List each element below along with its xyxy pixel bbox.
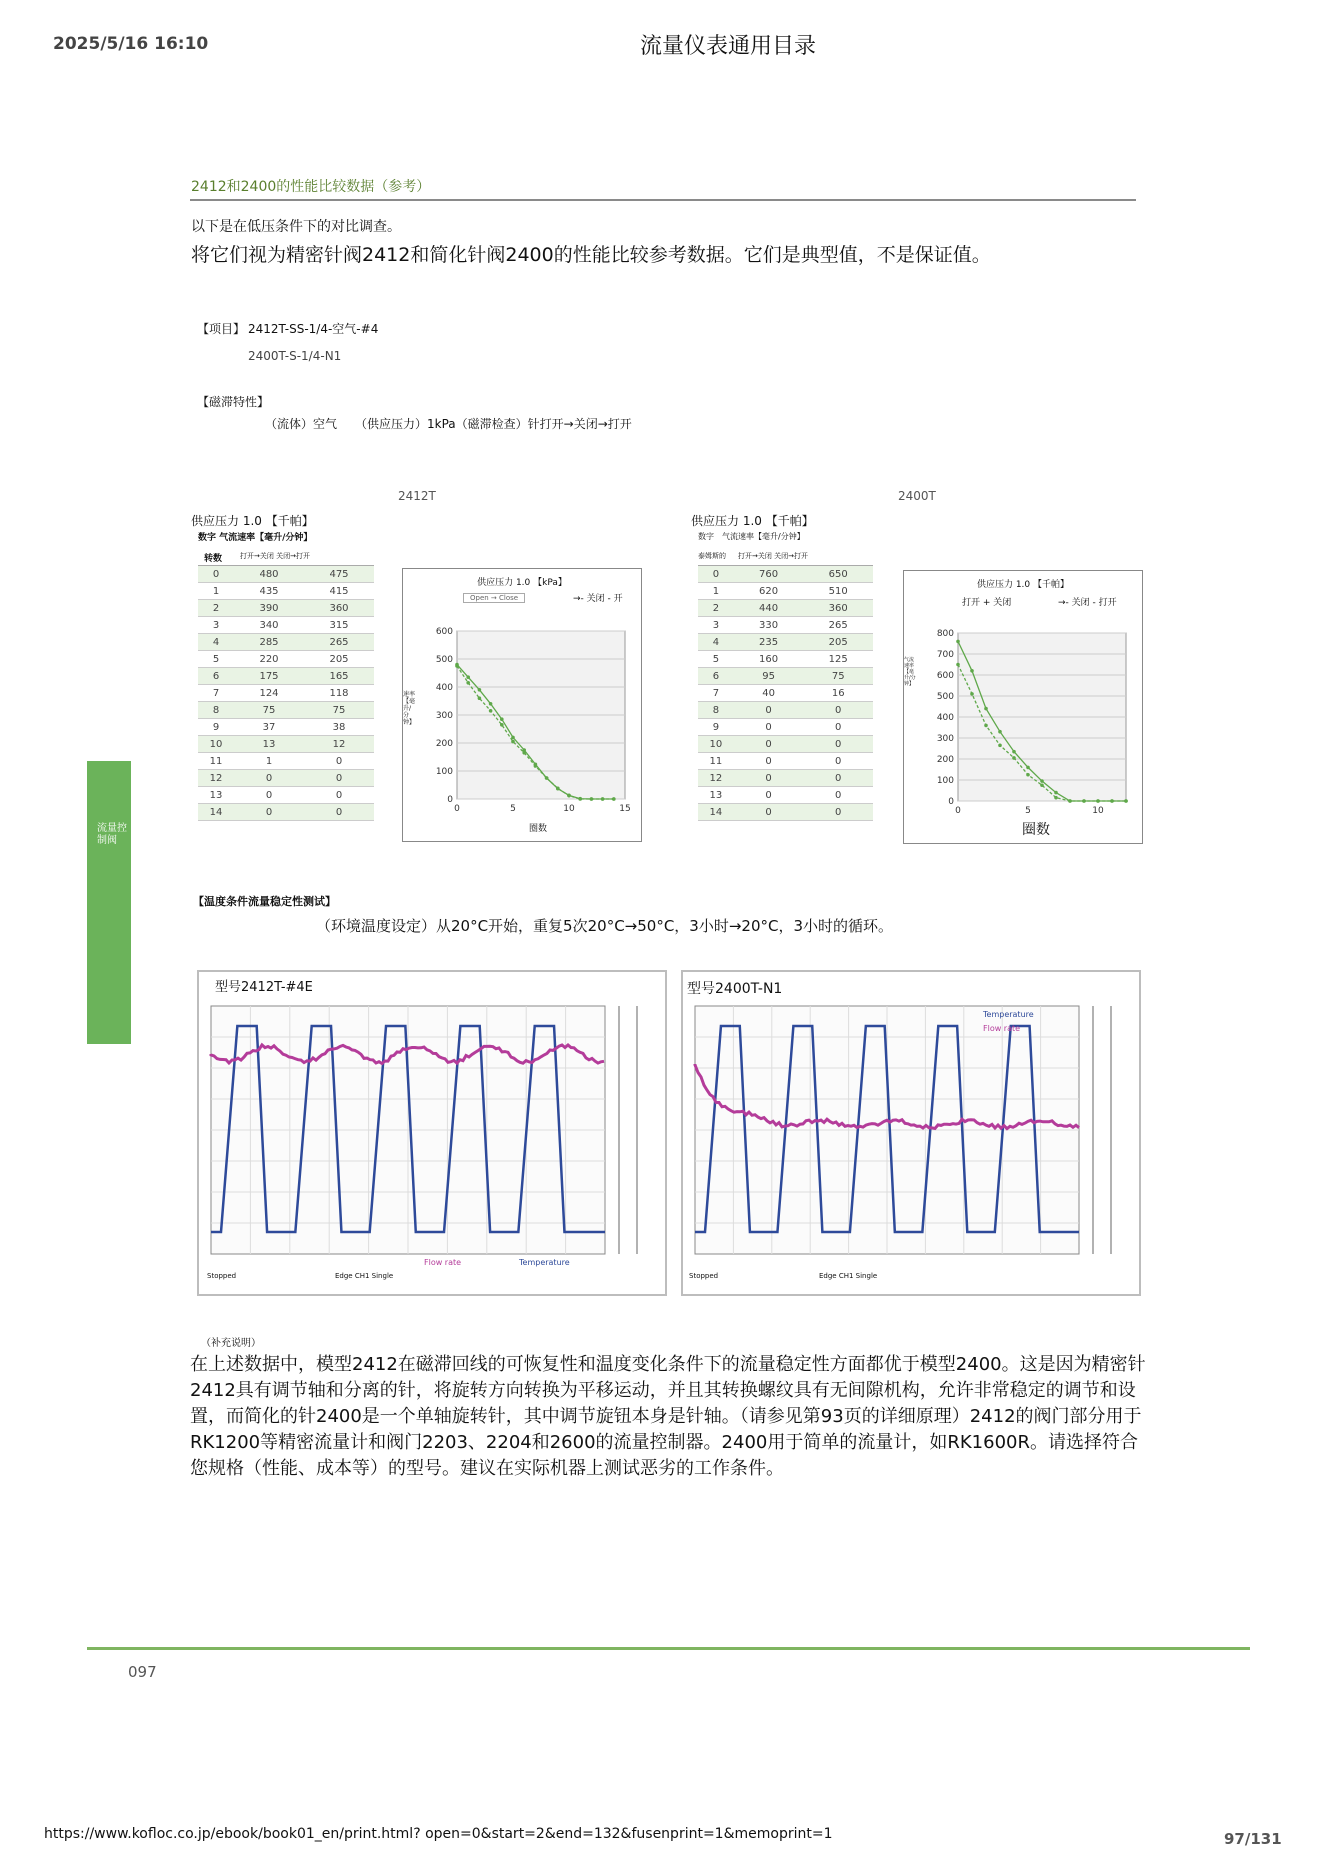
data-point bbox=[1110, 799, 1114, 803]
scope-2412-footer-left: Stopped bbox=[207, 1272, 237, 1280]
table-row bbox=[198, 719, 374, 736]
table-cell: 0 bbox=[803, 804, 873, 821]
left-sub-head: 打开→关闭 关闭→打开 bbox=[240, 552, 310, 560]
data-point bbox=[984, 707, 988, 711]
x-tick-label: 0 bbox=[454, 804, 460, 814]
table-cell: 75 bbox=[234, 702, 304, 719]
table-cell: 3 bbox=[698, 617, 734, 634]
temp-test-label: 【温度条件流量稳定性测试】 bbox=[193, 895, 336, 908]
data-point bbox=[534, 764, 538, 768]
data-point bbox=[489, 702, 493, 706]
table-cell: 13 bbox=[198, 787, 234, 804]
table-cell: 4 bbox=[698, 634, 734, 651]
table-row bbox=[698, 736, 873, 753]
table-cell: 13 bbox=[234, 736, 304, 753]
left-data-table bbox=[198, 566, 374, 821]
scope-2400-legend-flow: Flow rate bbox=[983, 1024, 1021, 1033]
note-label: （补充说明） bbox=[201, 1338, 261, 1349]
data-point bbox=[511, 740, 515, 744]
table-cell: 124 bbox=[234, 685, 304, 702]
hysteresis-condition: （流体）空气 （供应压力）1kPa（磁滞检查）针打开→关闭→打开 bbox=[265, 417, 632, 431]
table-cell: 125 bbox=[803, 651, 873, 668]
table-row bbox=[198, 804, 374, 821]
table-row bbox=[198, 668, 374, 685]
table-row bbox=[698, 753, 873, 770]
table-row bbox=[198, 617, 374, 634]
table-cell: 315 bbox=[304, 617, 374, 634]
data-point bbox=[998, 730, 1002, 734]
table-cell: 10 bbox=[698, 736, 734, 753]
right-y-label: 气流速率【毫升/分钟】 bbox=[904, 657, 916, 687]
table-cell: 118 bbox=[304, 685, 374, 702]
table-cell: 0 bbox=[803, 787, 873, 804]
hysteresis-label: 【磁滞特性】 bbox=[197, 395, 270, 409]
right-legend-1: 打开 + 关闭 bbox=[962, 598, 1012, 608]
y-tick-label: 200 bbox=[936, 755, 954, 765]
right-chart bbox=[903, 570, 1143, 844]
left-col-head: 数字 气流速率【毫升/分钟】 bbox=[198, 533, 313, 543]
table-cell: 285 bbox=[234, 634, 304, 651]
table-cell: 5 bbox=[198, 651, 234, 668]
footer-divider bbox=[87, 1647, 1250, 1650]
table-row bbox=[698, 651, 873, 668]
table-cell: 0 bbox=[803, 702, 873, 719]
left-legend-1: Open → Close bbox=[463, 593, 525, 603]
intro-line-2: 将它们视为精密针阀2412和简化针阀2400的性能比较参考数据。它们是典型值，不是保证值。 bbox=[191, 244, 991, 266]
data-point bbox=[455, 664, 459, 668]
table-row bbox=[198, 787, 374, 804]
y-tick-label: 300 bbox=[435, 711, 453, 721]
y-tick-label: 100 bbox=[435, 767, 453, 777]
table-cell: 330 bbox=[734, 617, 804, 634]
item-model-2: 2400T-S-1/4-N1 bbox=[248, 349, 342, 363]
data-point bbox=[567, 794, 571, 798]
scope-panel-2400 bbox=[681, 970, 1141, 1296]
table-cell: 0 bbox=[803, 736, 873, 753]
scope-2400-footer-right: Edge CH1 Single bbox=[819, 1272, 878, 1280]
print-date: 2025/5/16 16:10 bbox=[53, 34, 209, 54]
table-cell: 620 bbox=[734, 583, 804, 600]
table-cell: 175 bbox=[234, 668, 304, 685]
temp-test-condition: （环境温度设定）从20°C开始，重复5次20°C→50°C，3小时→20°C，3小时的循环。 bbox=[316, 917, 894, 935]
table-row bbox=[198, 753, 374, 770]
page-number: 097 bbox=[128, 1663, 157, 1681]
table-cell: 0 bbox=[734, 753, 804, 770]
right-legend-2: →- 关闭 - 打开 bbox=[1058, 598, 1117, 608]
right-data-table bbox=[698, 566, 873, 821]
data-point bbox=[970, 669, 974, 673]
data-point bbox=[1012, 756, 1016, 760]
table-cell: 510 bbox=[803, 583, 873, 600]
data-point bbox=[478, 688, 482, 692]
table-cell: 11 bbox=[198, 753, 234, 770]
y-tick-label: 800 bbox=[936, 629, 954, 639]
table-cell: 0 bbox=[803, 770, 873, 787]
data-point bbox=[1096, 799, 1100, 803]
table-cell: 10 bbox=[198, 736, 234, 753]
table-cell: 0 bbox=[234, 787, 304, 804]
data-point bbox=[466, 675, 470, 679]
left-chart bbox=[402, 568, 642, 842]
data-point bbox=[590, 797, 594, 801]
table-cell: 8 bbox=[698, 702, 734, 719]
right-turns-head: 泰姆斯的 bbox=[698, 552, 726, 560]
table-cell: 12 bbox=[304, 736, 374, 753]
section-divider bbox=[190, 199, 1136, 201]
table-cell: 1 bbox=[698, 583, 734, 600]
data-point bbox=[956, 640, 960, 644]
table-cell: 205 bbox=[304, 651, 374, 668]
table-cell: 265 bbox=[304, 634, 374, 651]
right-hysteresis-chart-svg bbox=[904, 571, 1142, 843]
table-row bbox=[698, 685, 873, 702]
page-title: 流量仪表通用目录 bbox=[640, 34, 817, 59]
y-tick-label: 500 bbox=[936, 692, 954, 702]
table-cell: 0 bbox=[304, 753, 374, 770]
table-cell: 3 bbox=[198, 617, 234, 634]
data-point bbox=[578, 797, 582, 801]
table-row bbox=[698, 617, 873, 634]
right-pressure-label: 供应压力 1.0 【千帕】 bbox=[691, 514, 814, 528]
data-point bbox=[601, 797, 605, 801]
table-cell: 475 bbox=[304, 566, 374, 583]
category-sidebar-tab bbox=[87, 761, 131, 1044]
table-cell: 4 bbox=[198, 634, 234, 651]
data-point bbox=[489, 709, 493, 713]
table-cell: 0 bbox=[304, 770, 374, 787]
table-row bbox=[198, 685, 374, 702]
table-cell: 14 bbox=[698, 804, 734, 821]
data-point bbox=[612, 797, 616, 801]
print-url: https://www.kofloc.co.jp/ebook/book01_en/print.html? open=0&start=2&end=132&fusenprint=1&memoprint=1 bbox=[44, 1826, 833, 1842]
table-cell: 8 bbox=[198, 702, 234, 719]
data-point bbox=[500, 723, 504, 727]
table-cell: 2 bbox=[198, 600, 234, 617]
y-tick-label: 100 bbox=[936, 776, 954, 786]
table-cell: 0 bbox=[198, 566, 234, 583]
data-point bbox=[1054, 796, 1058, 800]
table-cell: 75 bbox=[803, 668, 873, 685]
table-cell: 265 bbox=[803, 617, 873, 634]
table-row bbox=[198, 736, 374, 753]
table-row bbox=[198, 600, 374, 617]
data-point bbox=[466, 681, 470, 685]
item-model-1: 2412T-SS-1/4-空气-#4 bbox=[248, 322, 379, 336]
table-cell: 13 bbox=[698, 787, 734, 804]
right-x-label: 圈数 bbox=[1022, 822, 1050, 838]
item-label: 【项目】 bbox=[197, 322, 246, 336]
scope-2400-svg bbox=[683, 972, 1139, 1294]
table-row bbox=[698, 583, 873, 600]
table-row bbox=[698, 600, 873, 617]
y-tick-label: 600 bbox=[936, 671, 954, 681]
table-cell: 95 bbox=[734, 668, 804, 685]
left-y-label: 速率 【毫升/分钟】 bbox=[403, 691, 416, 726]
table-cell: 40 bbox=[734, 685, 804, 702]
left-legend-2: →- 关闭 - 开 bbox=[573, 594, 623, 604]
table-cell: 340 bbox=[234, 617, 304, 634]
right-model-heading: 2400T bbox=[898, 489, 936, 503]
data-point bbox=[956, 663, 960, 667]
table-cell: 0 bbox=[803, 719, 873, 736]
data-point bbox=[1040, 779, 1044, 783]
section-title: 2412和2400的性能比较数据（参考） bbox=[191, 179, 431, 195]
table-cell: 220 bbox=[234, 651, 304, 668]
table-row bbox=[698, 566, 873, 583]
data-point bbox=[522, 751, 526, 755]
table-row bbox=[698, 719, 873, 736]
table-cell: 6 bbox=[698, 668, 734, 685]
table-cell: 480 bbox=[234, 566, 304, 583]
y-tick-label: 300 bbox=[936, 734, 954, 744]
table-row bbox=[198, 566, 374, 583]
table-cell: 0 bbox=[734, 804, 804, 821]
scope-2412-legend-flow: Flow rate bbox=[424, 1258, 462, 1267]
data-point bbox=[1124, 799, 1128, 803]
right-chart-title: 供应压力 1.0 【千帕】 bbox=[976, 580, 1070, 590]
scope-2400-legend-temp: Temperature bbox=[983, 1010, 1034, 1019]
data-point bbox=[1012, 750, 1016, 754]
table-cell: 390 bbox=[234, 600, 304, 617]
data-point bbox=[478, 696, 482, 700]
y-tick-label: 400 bbox=[435, 683, 453, 693]
y-tick-label: 0 bbox=[948, 797, 954, 807]
data-point bbox=[1082, 799, 1086, 803]
x-tick-label: 10 bbox=[563, 804, 575, 814]
table-row bbox=[198, 583, 374, 600]
data-point bbox=[545, 776, 549, 780]
table-cell: 11 bbox=[698, 753, 734, 770]
table-cell: 0 bbox=[304, 804, 374, 821]
table-cell: 7 bbox=[698, 685, 734, 702]
data-point bbox=[556, 787, 560, 791]
y-tick-label: 200 bbox=[435, 739, 453, 749]
x-tick-label: 5 bbox=[510, 804, 516, 814]
table-cell: 0 bbox=[304, 787, 374, 804]
data-point bbox=[998, 744, 1002, 748]
table-row bbox=[698, 702, 873, 719]
table-cell: 440 bbox=[734, 600, 804, 617]
table-cell: 6 bbox=[198, 668, 234, 685]
data-point bbox=[500, 717, 504, 721]
data-point bbox=[1068, 799, 1072, 803]
data-point bbox=[1026, 766, 1030, 770]
y-tick-label: 700 bbox=[936, 650, 954, 660]
table-cell: 0 bbox=[234, 770, 304, 787]
table-cell: 75 bbox=[304, 702, 374, 719]
left-pressure-label: 供应压力 1.0 【千帕】 bbox=[191, 514, 314, 528]
y-tick-label: 600 bbox=[435, 627, 453, 637]
table-cell: 235 bbox=[734, 634, 804, 651]
table-row bbox=[698, 804, 873, 821]
intro-line-1: 以下是在低压条件下的对比调查。 bbox=[191, 219, 401, 235]
table-row bbox=[698, 634, 873, 651]
table-cell: 9 bbox=[698, 719, 734, 736]
y-tick-label: 400 bbox=[936, 713, 954, 723]
table-cell: 0 bbox=[734, 770, 804, 787]
x-tick-label: 15 bbox=[619, 804, 631, 814]
scope-panel-2412 bbox=[197, 970, 667, 1296]
table-cell: 0 bbox=[734, 719, 804, 736]
table-row bbox=[198, 770, 374, 787]
sidebar-label: 流量控制阀 bbox=[97, 823, 127, 846]
data-point bbox=[970, 692, 974, 696]
data-point bbox=[984, 724, 988, 728]
data-point bbox=[1040, 783, 1044, 787]
scope-2412-svg bbox=[199, 972, 665, 1294]
scope-2412-label: 型号2412T-#4E bbox=[213, 976, 315, 995]
table-row bbox=[698, 787, 873, 804]
table-row bbox=[698, 668, 873, 685]
left-model-heading: 2412T bbox=[398, 489, 436, 503]
x-tick-label: 10 bbox=[1092, 806, 1104, 816]
table-cell: 38 bbox=[304, 719, 374, 736]
scope-2400-footer-left: Stopped bbox=[689, 1272, 719, 1280]
table-cell: 0 bbox=[234, 804, 304, 821]
page-count: 97/131 bbox=[1224, 1830, 1282, 1848]
y-tick-label: 0 bbox=[447, 795, 453, 805]
data-point bbox=[1026, 773, 1030, 777]
table-cell: 16 bbox=[803, 685, 873, 702]
table-cell: 5 bbox=[698, 651, 734, 668]
table-cell: 760 bbox=[734, 566, 804, 583]
note-text: 在上述数据中，模型2412在磁滞回线的可恢复性和温度变化条件下的流量稳定性方面都优于模型2400。这是因为精密针2412具有调节轴和分离的针，将旋转方向转换为平移运动，并且其转换螺纹具有无间隙机构，允许非常稳定的调节和设置，而简化的针2400是一个单轴旋转针，其中调节旋钮本身是针轴。（请参见第93页的详细原理）2412的阀门部分用于RK1200等精密流量计和阀门2203、2204和2600的流量控制器。2400用于简单的流量计，如RK1600R。请选择符合您规格（性能、成本等）的型号。建议在实际机器上测试恶劣的工作条件。 bbox=[190, 1354, 1146, 1479]
table-cell: 360 bbox=[803, 600, 873, 617]
table-row bbox=[198, 702, 374, 719]
table-cell: 2 bbox=[698, 600, 734, 617]
y-tick-label: 500 bbox=[435, 655, 453, 665]
table-cell: 650 bbox=[803, 566, 873, 583]
scope-2412-legend-temp: Temperature bbox=[519, 1258, 570, 1267]
table-cell: 9 bbox=[198, 719, 234, 736]
table-cell: 0 bbox=[803, 753, 873, 770]
table-row bbox=[198, 634, 374, 651]
table-cell: 165 bbox=[304, 668, 374, 685]
table-cell: 12 bbox=[698, 770, 734, 787]
table-cell: 205 bbox=[803, 634, 873, 651]
table-row bbox=[198, 651, 374, 668]
scope-2412-footer-right: Edge CH1 Single bbox=[335, 1272, 394, 1280]
table-cell: 14 bbox=[198, 804, 234, 821]
scope-2400-label: 型号2400T-N1 bbox=[685, 978, 784, 998]
table-cell: 435 bbox=[234, 583, 304, 600]
table-cell: 0 bbox=[698, 566, 734, 583]
x-tick-label: 5 bbox=[1025, 806, 1031, 816]
table-cell: 1 bbox=[234, 753, 304, 770]
right-col-head: 数字 气流速率【毫升/分钟】 bbox=[698, 532, 805, 541]
right-sub-head: 打开→关闭 关闭→打开 bbox=[738, 552, 808, 560]
left-x-label: 圈数 bbox=[529, 824, 548, 834]
table-cell: 0 bbox=[734, 736, 804, 753]
table-cell: 0 bbox=[734, 787, 804, 804]
table-cell: 0 bbox=[734, 702, 804, 719]
left-turns-head: 转数 bbox=[204, 554, 223, 564]
left-hysteresis-chart-svg bbox=[403, 569, 641, 841]
table-cell: 415 bbox=[304, 583, 374, 600]
table-cell: 160 bbox=[734, 651, 804, 668]
x-tick-label: 0 bbox=[955, 806, 961, 816]
table-row bbox=[698, 770, 873, 787]
table-cell: 360 bbox=[304, 600, 374, 617]
data-point bbox=[1054, 791, 1058, 795]
left-chart-title: 供应压力 1.0 【kPa】 bbox=[477, 578, 567, 588]
table-cell: 7 bbox=[198, 685, 234, 702]
table-cell: 37 bbox=[234, 719, 304, 736]
table-cell: 12 bbox=[198, 770, 234, 787]
table-cell: 1 bbox=[198, 583, 234, 600]
